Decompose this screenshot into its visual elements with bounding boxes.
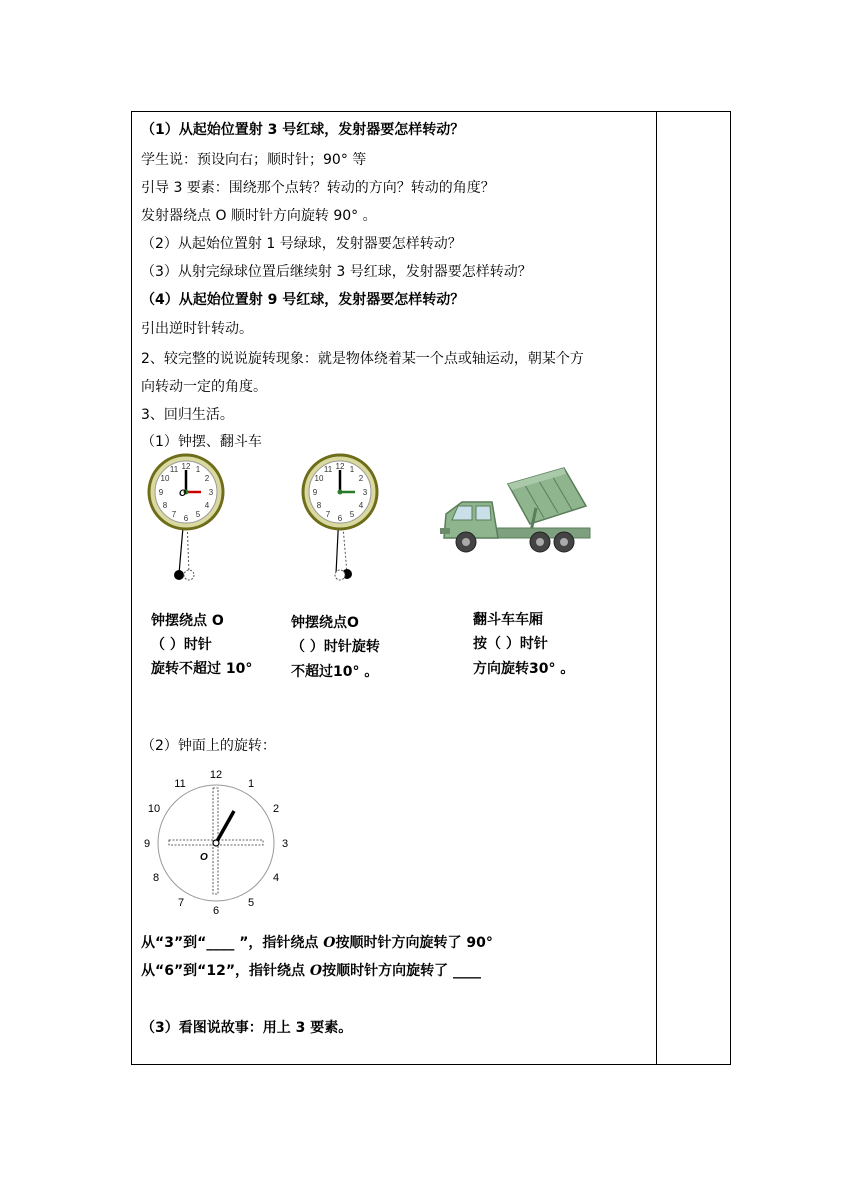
clock-number-1: 1 bbox=[195, 465, 201, 474]
truck-window-rear bbox=[476, 506, 491, 520]
clock-number-3: 3 bbox=[208, 488, 214, 497]
question-1: （1）从起始位置射 3 号红球，发射器要怎样转动？ bbox=[141, 122, 465, 138]
clock-pivot bbox=[213, 840, 219, 846]
table-column-divider bbox=[656, 111, 657, 1065]
dump-truck-illustration bbox=[436, 466, 596, 558]
clock-number-9: 9 bbox=[312, 488, 318, 497]
truck-bumper bbox=[440, 528, 450, 534]
caption-truck-line-1: 翻斗车车厢 bbox=[473, 612, 543, 628]
section-3-title: （3）看图说故事：用上 3 要素。 bbox=[141, 1020, 353, 1036]
truck-hubcap bbox=[536, 538, 544, 546]
question-2: （2）从起始位置射 1 号绿球，发射器要怎样转动？ bbox=[141, 236, 462, 252]
center-label-o: O bbox=[200, 852, 208, 863]
clock-number-6: 6 bbox=[183, 514, 189, 523]
clock-number-12: 12 bbox=[181, 462, 191, 471]
content-table bbox=[131, 111, 731, 1065]
clock-number-12: 12 bbox=[209, 769, 223, 781]
clock-number-10: 10 bbox=[147, 803, 161, 815]
section-2-title: （2）钟面上的旋转： bbox=[141, 738, 276, 754]
guide-three-elements: 引导 3 要素：围绕那个点转？转动的方向？转动的角度？ bbox=[141, 180, 495, 196]
clock-number-5: 5 bbox=[195, 510, 201, 519]
truck-hubcap bbox=[462, 538, 470, 546]
clock-number-12: 12 bbox=[335, 462, 345, 471]
paragraph-3: 3、回归生活。 bbox=[141, 407, 234, 423]
clock-number-4: 4 bbox=[272, 872, 280, 884]
clock-center bbox=[338, 490, 343, 495]
clock-number-9: 9 bbox=[143, 838, 151, 850]
clock-hand bbox=[216, 811, 234, 843]
counterclockwise-intro: 引出逆时针转动。 bbox=[141, 321, 253, 337]
clock-number-1: 1 bbox=[247, 778, 255, 790]
clock-number-7: 7 bbox=[171, 510, 177, 519]
truck-bed bbox=[508, 468, 586, 524]
paragraph-2-line-2: 向转动一定的角度。 bbox=[141, 379, 267, 395]
caption-pendulum-1-line-1: 钟摆绕点 O bbox=[151, 613, 224, 629]
clock-number-3: 3 bbox=[362, 488, 368, 497]
pendulum-clock-2-illustration bbox=[298, 452, 382, 582]
clock-number-6: 6 bbox=[212, 905, 220, 916]
center-label-o: O bbox=[179, 488, 187, 498]
fill-blank-2: 从“6”到“12”，指针绕点 O按顺时针方向旋转了 ____ bbox=[141, 963, 481, 979]
section-1-title: （1）钟摆、翻斗车 bbox=[141, 434, 262, 450]
truck-hubcap bbox=[560, 538, 568, 546]
clock-number-4: 4 bbox=[358, 501, 364, 510]
clock-number-10: 10 bbox=[314, 474, 324, 483]
pendulum-clock-1-illustration bbox=[146, 452, 230, 582]
clock-number-6: 6 bbox=[337, 514, 343, 523]
clock-number-3: 3 bbox=[281, 838, 289, 850]
clock-number-5: 5 bbox=[247, 897, 255, 909]
clock-number-8: 8 bbox=[152, 872, 160, 884]
clock-number-7: 7 bbox=[177, 897, 185, 909]
fill-blank-1: 从“3”到“____ ”，指针绕点 O按顺时针方向旋转了 90° bbox=[141, 935, 493, 951]
clock-number-2: 2 bbox=[358, 474, 364, 483]
caption-pendulum-2-line-2: （ ）时针旋转 bbox=[291, 639, 380, 655]
clock-number-11: 11 bbox=[174, 778, 186, 790]
caption-pendulum-2-line-1: 钟摆绕点O bbox=[291, 615, 359, 631]
caption-pendulum-1-line-3: 旋转不超过 10° bbox=[151, 661, 253, 677]
clock-number-8: 8 bbox=[162, 501, 168, 510]
caption-pendulum-2-line-3: 不超过10° 。 bbox=[291, 664, 379, 680]
clock-number-9: 9 bbox=[158, 488, 164, 497]
pendulum-bob-ghost bbox=[184, 570, 194, 580]
clock-number-1: 1 bbox=[349, 465, 355, 474]
caption-truck-line-3: 方向旋转30° 。 bbox=[473, 661, 575, 677]
answer-1: 发射器绕点 O 顺时针方向旋转 90° 。 bbox=[141, 208, 377, 224]
clock-number-10: 10 bbox=[160, 474, 170, 483]
clock-number-7: 7 bbox=[325, 510, 331, 519]
clock-number-11: 11 bbox=[169, 465, 179, 474]
clock-number-2: 2 bbox=[204, 474, 210, 483]
clock-number-5: 5 bbox=[349, 510, 355, 519]
student-answer: 学生说：预设向右；顺时针；90° 等 bbox=[141, 152, 367, 168]
question-3: （3）从射完绿球位置后继续射 3 号红球，发射器要怎样转动？ bbox=[141, 264, 532, 280]
pendulum-bob bbox=[174, 570, 184, 580]
clock-number-11: 11 bbox=[323, 465, 333, 474]
clock-number-4: 4 bbox=[204, 501, 210, 510]
clock-face-rotation-diagram bbox=[141, 764, 291, 916]
caption-pendulum-1-line-2: （ ）时针 bbox=[151, 637, 212, 653]
pendulum-bob-ghost bbox=[335, 570, 345, 580]
question-4: （4）从起始位置射 9 号红球，发射器要怎样转动？ bbox=[141, 292, 465, 308]
clock-number-8: 8 bbox=[316, 501, 322, 510]
clock-number-2: 2 bbox=[272, 803, 280, 815]
caption-truck-line-2: 按（ ）时针 bbox=[473, 636, 548, 652]
paragraph-2-line-1: 2、较完整的说说旋转现象：就是物体绕着某一个点或轴运动，朝某个方 bbox=[141, 351, 584, 367]
